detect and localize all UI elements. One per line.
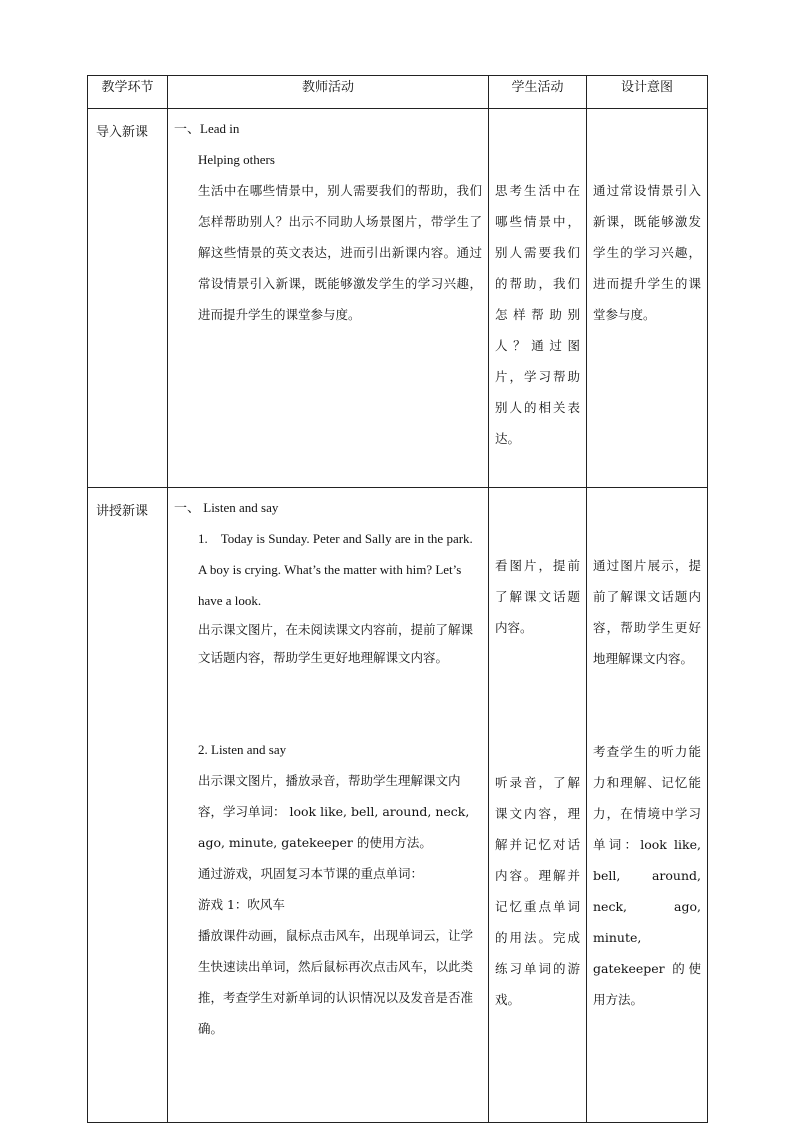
table-header-row [88,76,708,109]
item-1-body: 出示课文图片，在未阅读课文内容前，提前了解课文话题内容，帮助学生更好地理解课文内容。 [198,622,474,665]
header-teacher-activity: 教师活动 [168,76,489,109]
section-heading: 一、Lead in [174,121,240,136]
design-intent-cell [587,488,708,1123]
design-intent-cell [587,109,708,488]
section-subheading: Helping others [198,152,275,167]
student-activity-text-1: 看图片，提前了解课文话题内容。 [495,558,580,635]
item-1-number: 1. [198,531,208,546]
item-2-body: 出示课文图片，播放录音，帮助学生理解课文内容，学习单词： look like, bell, around, neck, ago, minute, gatekeeper 的使用方法。 [198,773,470,850]
table-row [88,109,708,488]
spacer [174,672,482,734]
section-heading: 一、 Listen and say [174,500,279,515]
stage-cell: 导入新课 [88,109,168,488]
item-1-text [174,523,482,616]
teacher-activity-cell [168,488,489,1123]
student-activity-text-2: 听录音，了解课文内容，理解并记忆对话内容。理解并记忆重点单词的用法。完成练习单词的游戏。 [495,775,580,1007]
stage-cell: 讲授新课 [88,488,168,1123]
design-intent-text-2: 考查学生的听力能力和理解、记忆能力，在情境中学习单词：look like, bell, around, neck, ago, minute, gatekeeper 的使用方法。 [593,744,701,1007]
header-student-activity: 学生活动 [489,76,587,109]
student-activity-text: 思考生活中在哪些情景中，别人需要我们的帮助，我们怎样帮助别人？通过图片，学习帮助别人的相关表达。 [495,183,580,446]
header-stage: 教学环节 [88,76,168,109]
lesson-plan-table [87,75,708,1123]
student-activity-cell [489,488,587,1123]
student-activity-cell [489,109,587,488]
teacher-activity-cell [168,109,489,488]
game-1-title: 游戏 1：吹风车 [198,897,285,912]
table-row [88,488,708,1123]
design-intent-text: 通过常设情景引入新课，既能够激发学生的学习兴趣，进而提升学生的课堂参与度。 [593,183,701,322]
header-design-intent: 设计意图 [587,76,708,109]
item-1-english: Today is Sunday. Peter and Sally are in the park. A boy is crying. What’s the matter with him? Let’s have a look. [198,531,473,608]
item-2-title: 2. Listen and say [198,742,287,757]
teacher-activity-text: 生活中在哪些情景中，别人需要我们的帮助，我们怎样帮助别人？出示不同助人场景图片，带学生了解这些情景的英文表达，进而引出新课内容。通过常设情景引入新课，既能够激发学生的学习兴趣，进而提升学生的课堂参与度。 [198,183,482,322]
design-intent-text-1: 通过图片展示，提前了解课文话题内容，帮助学生更好地理解课文内容。 [593,558,701,666]
game-intro: 通过游戏，巩固复习本节课的重点单词： [198,866,424,881]
game-1-body: 播放课件动画，鼠标点击风车，出现单词云，让学生快速读出单词，然后鼠标再次点击风车，以此类推，考查学生对新单词的认识情况以及发音是否准确。 [198,928,474,1036]
